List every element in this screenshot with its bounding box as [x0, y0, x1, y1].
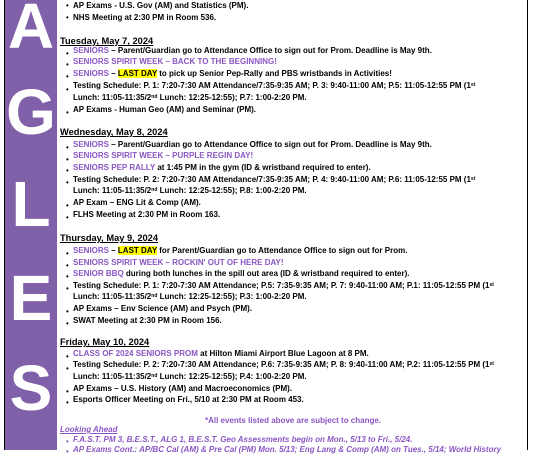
- bullet: •: [66, 213, 69, 222]
- bullet: •: [66, 261, 69, 270]
- bullet: •: [66, 85, 69, 94]
- list-item: SENIORS – Parent/Guardian go to Attendance Office to sign out for Prom. Deadline is May 9th.: [73, 140, 432, 149]
- bullet: •: [66, 1, 69, 10]
- list-item: AP Exams - U.S. Gov (AM) and Statistics (PM).: [73, 1, 249, 10]
- list-item-continued: Lunch: 11:05-11:35/2nd Lunch: 12:25-12:55); P.4: 1:00-2:20 PM.: [73, 372, 307, 381]
- sidebar-letter: L: [11, 168, 51, 240]
- bullet: •: [66, 307, 69, 316]
- list-item: Esports Officer Meeting on Fri., 5/10 at 2:30 PM at Room 453.: [73, 395, 304, 404]
- bullet: •: [66, 387, 69, 396]
- list-item: AP Exams – U.S. History (AM) and Macroeconomics (PM).: [73, 384, 293, 393]
- sidebar-letter: E: [9, 262, 53, 334]
- bullet: •: [66, 284, 69, 293]
- day-heading: Wednesday, May 8, 2024: [60, 127, 168, 137]
- bullet: •: [66, 13, 69, 22]
- bullet: •: [66, 249, 69, 258]
- list-item: AP Exam – ENG Lit & Comp (AM).: [73, 198, 201, 207]
- list-item: AP Exams – Env Science (AM) and Psych (PM).: [73, 304, 253, 313]
- looking-ahead-item: AP Exams Cont.: AP/BC Cal (AM) & Pre Cal (PM) Mon. 5/13; Eng Lang & Comp (AM) on Tues., 5/14; World History: [73, 445, 502, 454]
- list-item: SENIORS – LAST DAY for Parent/Guardian go to Attendance Office to sign out for Prom.: [73, 246, 408, 255]
- bullet: •: [66, 398, 69, 407]
- bullet: •: [66, 49, 69, 58]
- disclaimer-notice: *All events listed above are subject to change.: [204, 416, 382, 425]
- bullet: •: [66, 352, 69, 361]
- day-heading: Tuesday, May 7, 2024: [60, 36, 154, 46]
- list-item: SENIORS SPIRIT WEEK – BACK TO THE BEGINNING!: [73, 57, 277, 66]
- sidebar-letter: S: [9, 352, 53, 424]
- list-item: SENIORS – LAST DAY to pick up Senior Pep-Rally and PBS wristbands in Activities!: [73, 69, 392, 78]
- bullet: •: [66, 447, 69, 456]
- list-item: Testing Schedule: P. 2: 7:20-7:30 AM Attendance/7:35-9:35 AM; P. 4: 9:40-11:00 AM; P.6: 11:05-12:55 PM (1st: [73, 175, 476, 184]
- bullet: •: [66, 364, 69, 373]
- list-item-continued: Lunch: 11:05-11:35/2nd Lunch: 12:25-12:55); P.8: 1:00-2:20 PM.: [73, 186, 307, 195]
- list-item: SENIORS SPIRIT WEEK – ROCKIN' OUT OF HERE DAY!: [73, 258, 284, 267]
- bullet: •: [66, 201, 69, 210]
- sidebar-letter: G: [6, 76, 56, 148]
- bullet: •: [66, 319, 69, 328]
- list-item-continued: Lunch: 11:05-11:35/2nd Lunch: 12:25-12:55); P.7: 1:00-2:20 PM.: [73, 93, 307, 102]
- bullet: •: [66, 72, 69, 81]
- list-item: SENIORS SPIRIT WEEK – PURPLE REGIN DAY!: [73, 151, 254, 160]
- list-item: SENIORS PEP RALLY at 1:45 PM in the gym (ID & wristband required to enter).: [73, 163, 371, 172]
- list-item-continued: Lunch: 11:05-11:35/2nd Lunch: 12:25-12:55); P.3: 1:00-2:20 PM.: [73, 292, 307, 301]
- day-heading: Thursday, May 9, 2024: [60, 233, 159, 243]
- bullet: •: [66, 272, 69, 281]
- looking-ahead-heading: Looking Ahead: [60, 425, 118, 434]
- bullet: •: [66, 108, 69, 117]
- looking-ahead-item: F.A.S.T. PM 3, B.E.S.T., ALG 1, B.E.S.T. Geo Assessments begin on Mon., 5/13 to Fri., 5/24.: [73, 435, 413, 444]
- list-item: Testing Schedule: P. 1: 7:20-7:30 AM Attendance; P.5: 7:35-9:35 AM; P. 7: 9:40-11:00 AM; P.1: 11:05-12:55 PM (1st: [73, 281, 494, 290]
- list-item: SWAT Meeting at 2:30 PM in Room 156.: [73, 316, 222, 325]
- day-heading: Friday, May 10, 2024: [60, 337, 150, 347]
- list-item: SENIOR BBQ during both lunches in the spill out area (ID & wristband required to enter).: [73, 269, 410, 278]
- announcements-content: [60, 0, 526, 456]
- sidebar-letter: A: [7, 0, 55, 62]
- list-item: FLHS Meeting at 2:30 PM in Room 163.: [73, 210, 221, 219]
- bullet: •: [66, 437, 69, 446]
- list-item: CLASS OF 2024 SENIORS PROM at Hilton Miami Airport Blue Lagoon at 8 PM.: [73, 349, 369, 358]
- list-item: Testing Schedule: P. 1: 7:20-7:30 AM Attendance/7:35-9:35 AM; P. 3: 9:40-11:00 AM; P.5: 11:05-12:55 PM (1st: [73, 81, 476, 90]
- list-item: NHS Meeting at 2:30 PM in Room 536.: [73, 13, 217, 22]
- list-item: Testing Schedule: P. 2: 7:20-7:30 AM Attendance; P.6: 7:35-9:35 AM; P. 8: 9:40-11:00 AM; P.2: 11:05-12:55 PM (1st: [73, 360, 494, 369]
- bullet: •: [66, 60, 69, 69]
- bullet: •: [66, 178, 69, 187]
- list-item: AP Exams - Human Geo (AM) and Seminar (PM).: [73, 105, 256, 114]
- list-item: SENIORS – Parent/Guardian go to Attendance Office to sign out for Prom. Deadline is May 9th.: [73, 46, 432, 55]
- bullet: •: [66, 166, 69, 175]
- bullet: •: [66, 155, 69, 164]
- bullet: •: [66, 143, 69, 152]
